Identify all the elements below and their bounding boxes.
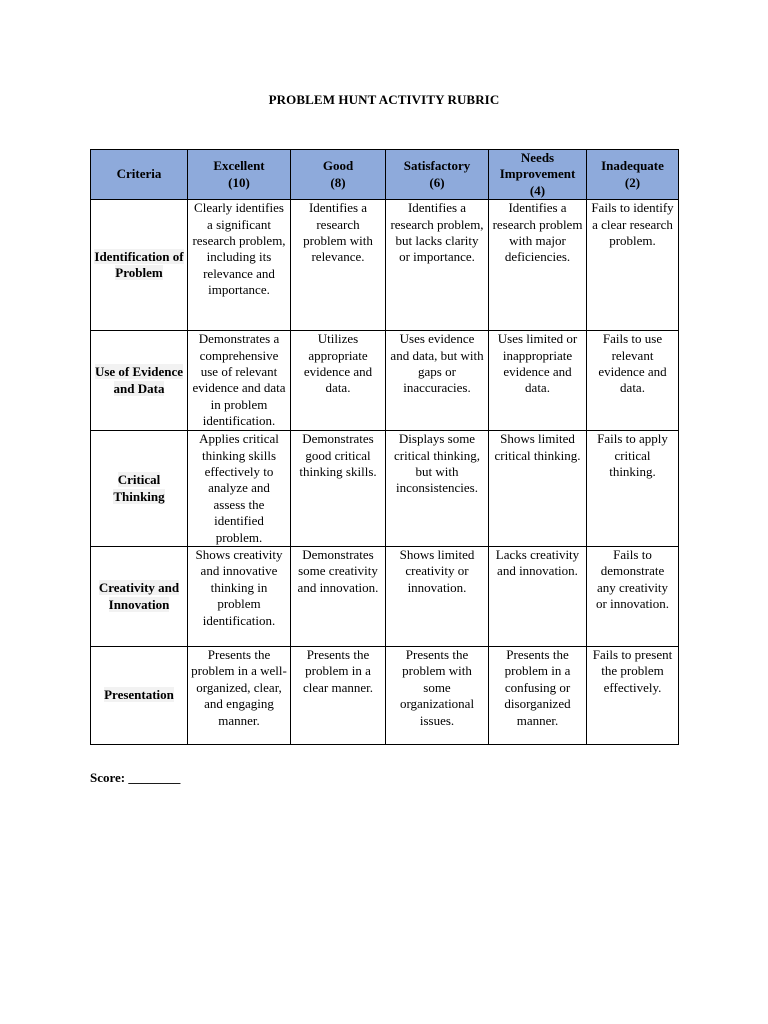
rubric-cell: Demonstrates good critical thinking skills.	[291, 431, 386, 547]
rubric-cell: Shows creativity and innovative thinking in problem identification.	[188, 547, 291, 647]
rubric-cell: Displays some critical thinking, but with inconsistencies.	[386, 431, 489, 547]
rubric-cell: Utilizes appropriate evidence and data.	[291, 331, 386, 431]
criterion-label: Identification of Problem	[91, 200, 188, 331]
rubric-cell: Demonstrates some creativity and innovation.	[291, 547, 386, 647]
table-row	[91, 547, 679, 647]
rubric-cell: Identifies a research problem with major deficiencies.	[489, 200, 587, 331]
header-needs-improvement: Needs Improvement (4)	[489, 150, 587, 200]
score-blank: ________	[128, 770, 181, 785]
rubric-cell: Fails to identify a clear research problem.	[587, 200, 679, 331]
rubric-cell: Identifies a research problem, but lacks clarity or importance.	[386, 200, 489, 331]
rubric-cell: Clearly identifies a significant research problem, including its relevance and importance.	[188, 200, 291, 331]
rubric-cell: Presents the problem in a clear manner.	[291, 647, 386, 745]
table-row	[91, 200, 679, 331]
rubric-cell: Fails to use relevant evidence and data.	[587, 331, 679, 431]
criterion-label: Creativity and Innovation	[91, 547, 188, 647]
document-title: PROBLEM HUNT ACTIVITY RUBRIC	[268, 92, 500, 107]
header-criteria: Criteria	[91, 150, 188, 200]
rubric-table	[90, 149, 679, 745]
rubric-cell: Shows limited creativity or innovation.	[386, 547, 489, 647]
criterion-label: Critical Thinking	[91, 431, 188, 547]
header-row	[91, 150, 679, 200]
criterion-label: Use of Evidence and Data	[91, 331, 188, 431]
score-line	[90, 770, 180, 786]
rubric-cell: Applies critical thinking skills effectively to analyze and assess the identified problem.	[188, 431, 291, 547]
table-row	[91, 647, 679, 745]
rubric-cell: Uses limited or inappropriate evidence and data.	[489, 331, 587, 431]
rubric-cell: Uses evidence and data, but with gaps or inaccuracies.	[386, 331, 489, 431]
criterion-label: Presentation	[91, 647, 188, 745]
score-label: Score:	[90, 770, 126, 785]
header-excellent: Excellent (10)	[188, 150, 291, 200]
rubric-cell: Shows limited critical thinking.	[489, 431, 587, 547]
rubric-cell: Presents the problem with some organizational issues.	[386, 647, 489, 745]
header-satisfactory: Satisfactory (6)	[386, 150, 489, 200]
table-row	[91, 331, 679, 431]
header-inadequate: Inadequate (2)	[587, 150, 679, 200]
header-good: Good (8)	[291, 150, 386, 200]
rubric-cell: Presents the problem in a well-organized, clear, and engaging manner.	[188, 647, 291, 745]
rubric-cell: Lacks creativity and innovation.	[489, 547, 587, 647]
rubric-cell: Identifies a research problem with relevance.	[291, 200, 386, 331]
rubric-cell: Presents the problem in a confusing or disorganized manner.	[489, 647, 587, 745]
rubric-cell: Fails to present the problem effectively.	[587, 647, 679, 745]
table-row	[91, 431, 679, 547]
rubric-cell: Fails to demonstrate any creativity or innovation.	[587, 547, 679, 647]
rubric-cell: Demonstrates a comprehensive use of relevant evidence and data in problem identification.	[188, 331, 291, 431]
rubric-cell: Fails to apply critical thinking.	[587, 431, 679, 547]
